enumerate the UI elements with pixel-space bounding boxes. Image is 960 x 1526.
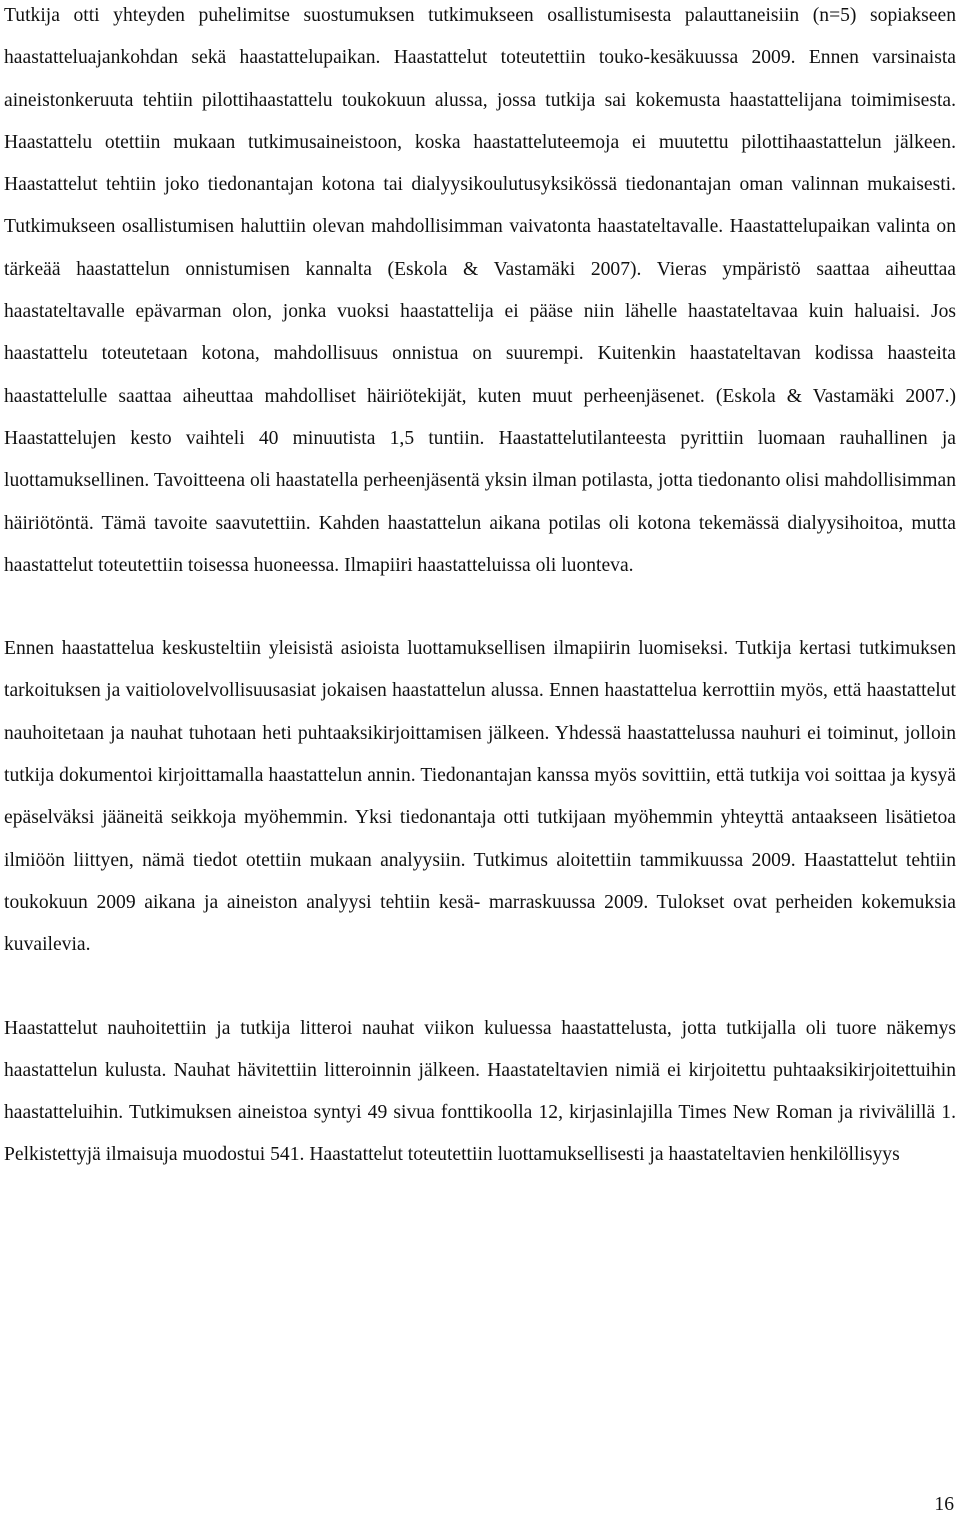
body-paragraph-interview-procedure: Ennen haastattelua keskusteltiin yleisistä asioista luottamuksellisen ilmapiirin luomiseksi. Tutkija kertasi tutkimuksen tarkoituksen ja vaitiolovelvollisuusasiat jokaisen haastattelun alussa. Ennen haastattelua kerrottiin myös, että haastattelut nauhoitetaan ja nauhat tuhotaan heti puhtaaksikirjoittamisen jälkeen. Yhdessä haastattelussa nauhuri ei toiminut, jolloin tutkija dokumentoi kirjoittamalla haastattelun annin. Tiedonantajan kanssa myös sovittiin, että tutkija voi soittaa ja kysyä epäselväksi jääneitä seikkoja myöhemmin. Yksi tiedonantaja otti tutkijaan myöhemmin yhteyttä antaakseen lisätietoa ilmiöön liittyen, nämä tiedot otettiin mukaan analyysiin. Tutkimus aloitettiin tammikuussa 2009. Haastattelut tehtiin toukokuun 2009 aikana ja aineiston analyysi tehtiin kesä- marraskuussa 2009. Tulokset ovat perheiden kokemuksia kuvailevia. [4, 638, 956, 956]
page-number: 16 [934, 1494, 954, 1515]
document-page [4, 0, 956, 1177]
body-paragraph-transcription: Haastattelut nauhoitettiin ja tutkija litteroi nauhat viikon kuluessa haastattelusta, jotta tutkijalla oli tuore näkemys haastattelun kulusta. Nauhat hävitettiin litteroinnin jälkeen. Haastateltavien nimiä ei kirjoitettu puhtaaksikirjoitettuihin haastatteluihin. Tutkimuksen aineistoa syntyi 49 sivua fonttikoolla 12, kirjasinlajilla Times New Roman ja rivivälillä 1. Pelkistettyjä ilmaisuja muodostui 541. Haastattelut toteutettiin luottamuksellisesti ja haastateltavien henkilöllisyys [4, 1017, 956, 1166]
body-paragraph-interview-arrangements: Tutkija otti yhteyden puhelimitse suostumuksen tutkimukseen osallistumisesta palauttaneisiin (n=5) sopiakseen haastatteluajankohdan sekä haastattelupaikan. Haastattelut toteutettiin touko-kesäkuussa 2009. Ennen varsinaista aineistonkeruuta tehtiin pilottihaastattelu toukokuun alussa, jossa tutkija sai kokemusta haastattelijana toimimisesta. Haastattelu otettiin mukaan tutkimusaineistoon, koska haastatteluteemoja ei muutettu pilottihaastattelun jälkeen. Haastattelut tehtiin joko tiedonantajan kotona tai dialyysikoulutusyksikössä tiedonantajan oman valinnan mukaisesti. Tutkimukseen osallistumisen haluttiin olevan mahdollisimman vaivatonta haastateltavalle. Haastattelupaikan valinta on tärkeää haastattelun onnistumisen kannalta (Eskola & Vastamäki 2007). Vieras ympäristö saattaa aiheuttaa haastateltavalle epävarman olon, jonka vuoksi haastattelija ei pääse niin lähelle haastateltavaa kuin haluaisi. Jos haastattelu toteutetaan kotona, mahdollisuus onnistua on suurempi. Kuitenkin haastateltavan kodissa haasteita haastattelulle saattaa aiheuttaa mahdolliset häiriötekijät, kuten muut perheenjäsenet. (Eskola & Vastamäki 2007.) Haastattelujen kesto vaihteli 40 minuutista 1,5 tuntiin. Haastattelutilanteesta pyrittiin luomaan rauhallinen ja luottamuksellinen. Tavoitteena oli haastatella perheenjäsentä yksin ilman potilasta, jotta tiedonanto olisi mahdollisimman häiriötöntä. Tämä tavoite saavutettiin. Kahden haastattelun aikana potilas oli kotona tekemässä dialyysihoitoa, mutta haastattelut toteutettiin toisessa huoneessa. Ilmapiiri haastatteluissa oli luonteva. [4, 5, 956, 576]
